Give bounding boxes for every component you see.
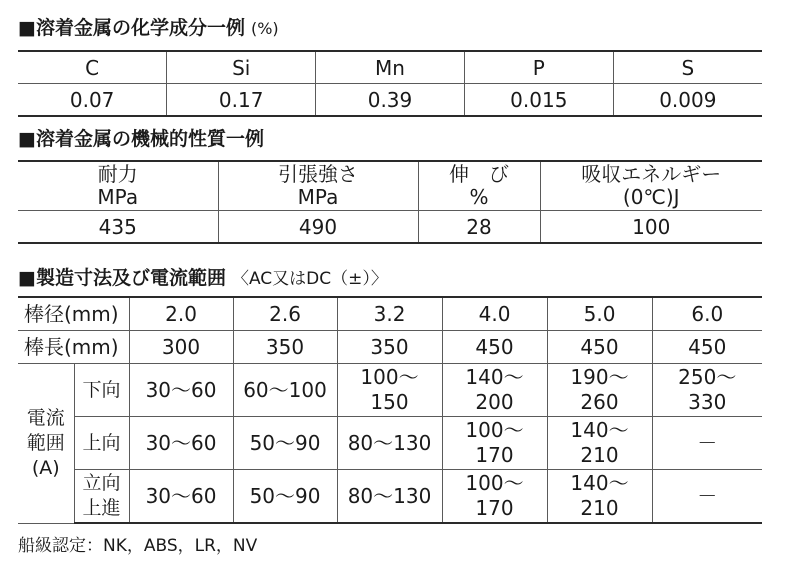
current-cell (547, 417, 652, 470)
chem-header-si: Si (167, 51, 316, 84)
current-l1: 100～ (360, 365, 419, 389)
mech-header-impact (540, 161, 762, 211)
mech-header-elong-l1: 伸 び (449, 162, 509, 186)
current-l1: 50～90 (249, 483, 321, 508)
diameter-label: 棒径(mm) (18, 297, 129, 331)
mech-header-impact-l2: (0℃)J (622, 185, 680, 209)
square-mark-icon: ■ (18, 17, 36, 39)
length-cell: 350 (337, 331, 442, 364)
current-cell (442, 364, 547, 417)
current-l1: 190～ (570, 365, 629, 389)
current-l1: 140～ (465, 365, 524, 389)
diameter-cell: 2.0 (129, 297, 233, 331)
diameter-cell: 5.0 (547, 297, 652, 331)
current-l2: 150 (370, 390, 409, 414)
current-l1: 140～ (570, 418, 629, 442)
length-cell: 350 (233, 331, 337, 364)
mech-value-row (18, 211, 762, 244)
chem-value-s: 0.009 (613, 84, 762, 117)
diameter-cell: 6.0 (652, 297, 762, 331)
current-l1: 60～100 (243, 377, 327, 402)
square-mark-icon: ■ (18, 267, 36, 289)
mech-value-impact: 100 (540, 211, 762, 244)
mech-value-tensile: 490 (218, 211, 418, 244)
chem-unit: (%) (250, 19, 279, 38)
current-l1: 140～ (570, 471, 629, 495)
current-l1: 250～ (678, 365, 737, 389)
mech-header-tensile (218, 161, 418, 211)
mech-table (18, 160, 762, 244)
current-l1: 50～90 (249, 430, 321, 455)
mech-header-impact-l1: 吸収エネルギー (581, 162, 722, 186)
length-cell: 300 (129, 331, 233, 364)
position-label-flat (74, 364, 129, 417)
mech-header-tensile-l1: 引張強さ (278, 162, 358, 186)
current-l1: 30～60 (145, 430, 217, 455)
current-label-l2: 範囲 (26, 431, 65, 454)
current-row-flat (18, 364, 762, 417)
chem-table (18, 50, 762, 117)
current-l1: 30～60 (145, 377, 217, 402)
chem-header-c: C (18, 51, 167, 84)
length-cell: 450 (547, 331, 652, 364)
current-cell (233, 417, 337, 470)
position-l2: 上進 (82, 497, 121, 519)
mech-title: 溶着金属の機械的性質一例 (35, 128, 264, 150)
current-cell (337, 470, 442, 524)
current-l2: 210 (580, 496, 619, 520)
current-cell (652, 470, 762, 524)
chem-value-si: 0.17 (167, 84, 316, 117)
size-heading (18, 266, 388, 291)
current-l1: － (697, 483, 718, 508)
chem-value-c: 0.07 (18, 84, 167, 117)
current-cell (337, 417, 442, 470)
mech-header-row (18, 161, 762, 211)
position-label-overhead (74, 417, 129, 470)
chem-header-row (18, 51, 762, 84)
chem-header-mn: Mn (316, 51, 465, 84)
current-range-label (18, 364, 74, 524)
current-cell (129, 417, 233, 470)
position-label-vertical (74, 470, 129, 524)
mech-header-proof-l2: MPa (97, 185, 139, 209)
current-l2: 210 (580, 443, 619, 467)
current-l1: 80～130 (347, 430, 432, 455)
mech-heading (18, 127, 264, 151)
mech-header-elong-l2: % (469, 185, 489, 209)
position-l1: 立向 (82, 472, 121, 494)
size-note: 〈AC又はDC（±）〉 (231, 269, 388, 289)
chem-header-p: P (464, 51, 613, 84)
current-row-vertical (18, 470, 762, 524)
chem-value-row (18, 84, 762, 117)
current-cell (547, 364, 652, 417)
current-cell (337, 364, 442, 417)
diameter-cell: 3.2 (337, 297, 442, 331)
square-mark-icon: ■ (18, 128, 36, 150)
length-cell: 450 (442, 331, 547, 364)
length-row (18, 331, 762, 364)
current-l2: 260 (580, 390, 619, 414)
current-l2: 200 (475, 390, 514, 414)
length-label: 棒長(mm) (18, 331, 129, 364)
mech-value-proof: 435 (18, 211, 218, 244)
position-l1: 下向 (82, 378, 121, 401)
current-cell (233, 364, 337, 417)
current-cell (233, 470, 337, 524)
size-table (18, 296, 762, 524)
current-row-overhead (18, 417, 762, 470)
diameter-cell: 2.6 (233, 297, 337, 331)
current-label-l3: (A) (31, 456, 60, 479)
current-l2: 170 (475, 496, 514, 520)
current-l1: 30～60 (145, 483, 217, 508)
diameter-row (18, 297, 762, 331)
position-l1: 上向 (82, 431, 121, 454)
diameter-cell: 4.0 (442, 297, 547, 331)
chem-header-s: S (613, 51, 762, 84)
current-l1: 100～ (465, 471, 524, 495)
current-cell (442, 470, 547, 524)
size-title: 製造寸法及び電流範囲 (35, 267, 226, 289)
chem-heading (18, 16, 279, 41)
current-cell (652, 417, 762, 470)
chem-value-mn: 0.39 (316, 84, 465, 117)
current-cell (442, 417, 547, 470)
current-cell (547, 470, 652, 524)
mech-header-proof (18, 161, 218, 211)
current-cell (652, 364, 762, 417)
current-l1: 80～130 (347, 483, 432, 508)
mech-header-elong (418, 161, 540, 211)
current-cell (129, 364, 233, 417)
chem-title: 溶着金属の化学成分一例 (35, 17, 245, 39)
current-l1: － (697, 430, 718, 455)
current-cell (129, 470, 233, 524)
mech-header-proof-l1: 耐力 (97, 162, 138, 186)
class-certification: 船級認定：NK，ABS，LR，NV (18, 536, 258, 556)
current-l2: 330 (688, 390, 727, 414)
chem-value-p: 0.015 (464, 84, 613, 117)
current-label-l1: 電流 (26, 406, 65, 429)
mech-value-elong: 28 (418, 211, 540, 244)
length-cell: 450 (652, 331, 762, 364)
current-l1: 100～ (465, 418, 524, 442)
current-l2: 170 (475, 443, 514, 467)
mech-header-tensile-l2: MPa (297, 185, 339, 209)
